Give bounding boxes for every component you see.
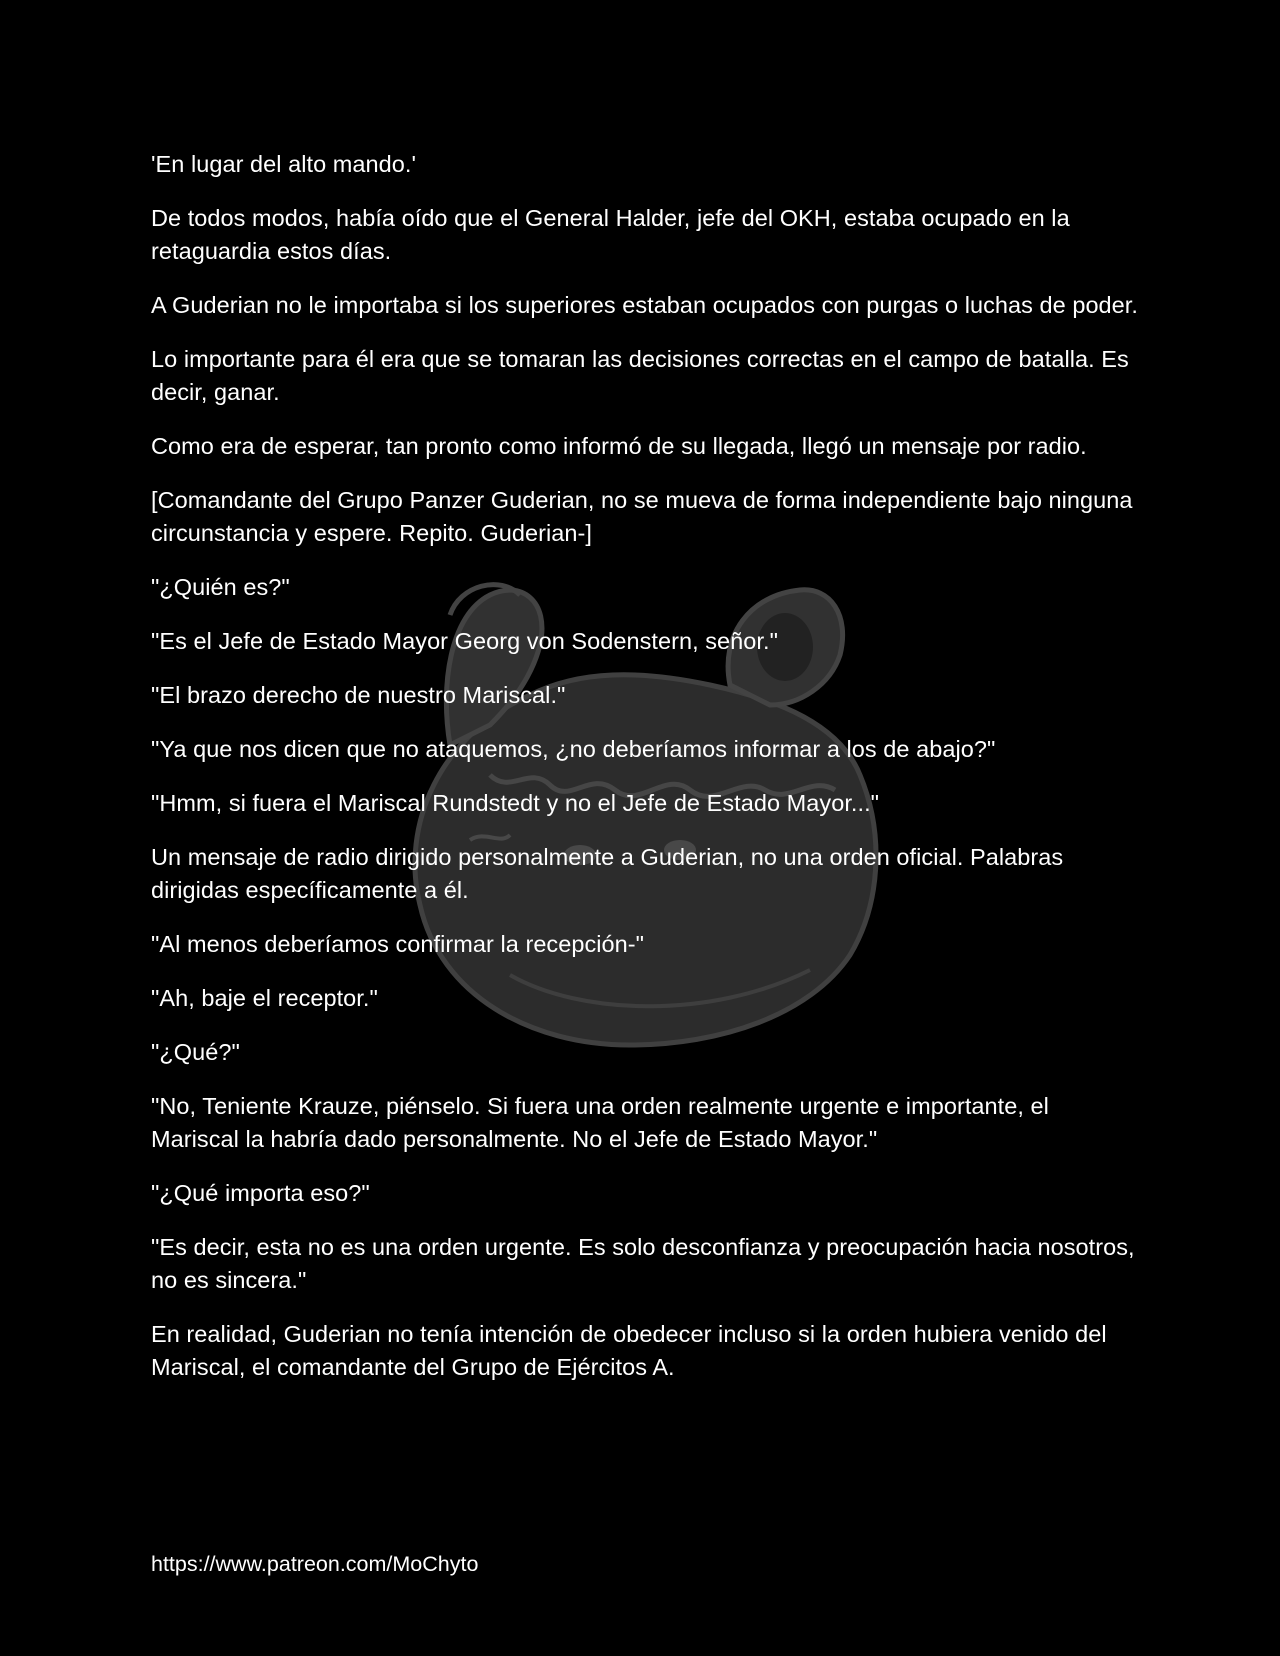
dialogue-line: "Es decir, esta no es una orden urgente. Es solo desconfianza y preocupación hacia nosotros, no es sincera." bbox=[151, 1234, 1135, 1293]
paragraph: 'En lugar del alto mando.' bbox=[151, 151, 417, 177]
dialogue-line: "¿Qué?" bbox=[151, 1039, 240, 1065]
paragraph: De todos modos, había oído que el General Halder, jefe del OKH, estaba ocupado en la retaguardia estos días. bbox=[151, 205, 1070, 264]
dialogue-line: "Ah, baje el receptor." bbox=[151, 985, 378, 1011]
document-body bbox=[151, 148, 1141, 1405]
patreon-link[interactable]: https://www.patreon.com/MoChyto bbox=[151, 1552, 479, 1576]
dialogue-line: "El brazo derecho de nuestro Mariscal." bbox=[151, 682, 566, 708]
dialogue-line: "Ya que nos dicen que no ataquemos, ¿no deberíamos informar a los de abajo?" bbox=[151, 736, 996, 762]
paragraph: [Comandante del Grupo Panzer Guderian, no se mueva de forma independiente bajo ninguna circunstancia y espere. Repito. Guderian-] bbox=[151, 487, 1133, 546]
dialogue-line: "¿Quién es?" bbox=[151, 574, 290, 600]
paragraph: A Guderian no le importaba si los superiores estaban ocupados con purgas o luchas de poder. bbox=[151, 292, 1138, 318]
paragraph: Como era de esperar, tan pronto como informó de su llegada, llegó un mensaje por radio. bbox=[151, 433, 1087, 459]
dialogue-line: "No, Teniente Krauze, piénselo. Si fuera una orden realmente urgente e importante, el Mariscal la habría dado personalmente. No el Jefe de Estado Mayor." bbox=[151, 1093, 1049, 1152]
dialogue-line: "¿Qué importa eso?" bbox=[151, 1180, 370, 1206]
dialogue-line: "Hmm, si fuera el Mariscal Rundstedt y no el Jefe de Estado Mayor..." bbox=[151, 790, 880, 816]
paragraph: Lo importante para él era que se tomaran las decisiones correctas en el campo de batalla. Es decir, ganar. bbox=[151, 346, 1129, 405]
paragraph: Un mensaje de radio dirigido personalmente a Guderian, no una orden oficial. Palabras dirigidas específicamente a él. bbox=[151, 844, 1064, 903]
dialogue-line: "Es el Jefe de Estado Mayor Georg von Sodenstern, señor." bbox=[151, 628, 778, 654]
dialogue-line: "Al menos deberíamos confirmar la recepción-" bbox=[151, 931, 645, 957]
paragraph: En realidad, Guderian no tenía intención de obedecer incluso si la orden hubiera venido del Mariscal, el comandante del Grupo de Ejércitos A. bbox=[151, 1321, 1107, 1380]
